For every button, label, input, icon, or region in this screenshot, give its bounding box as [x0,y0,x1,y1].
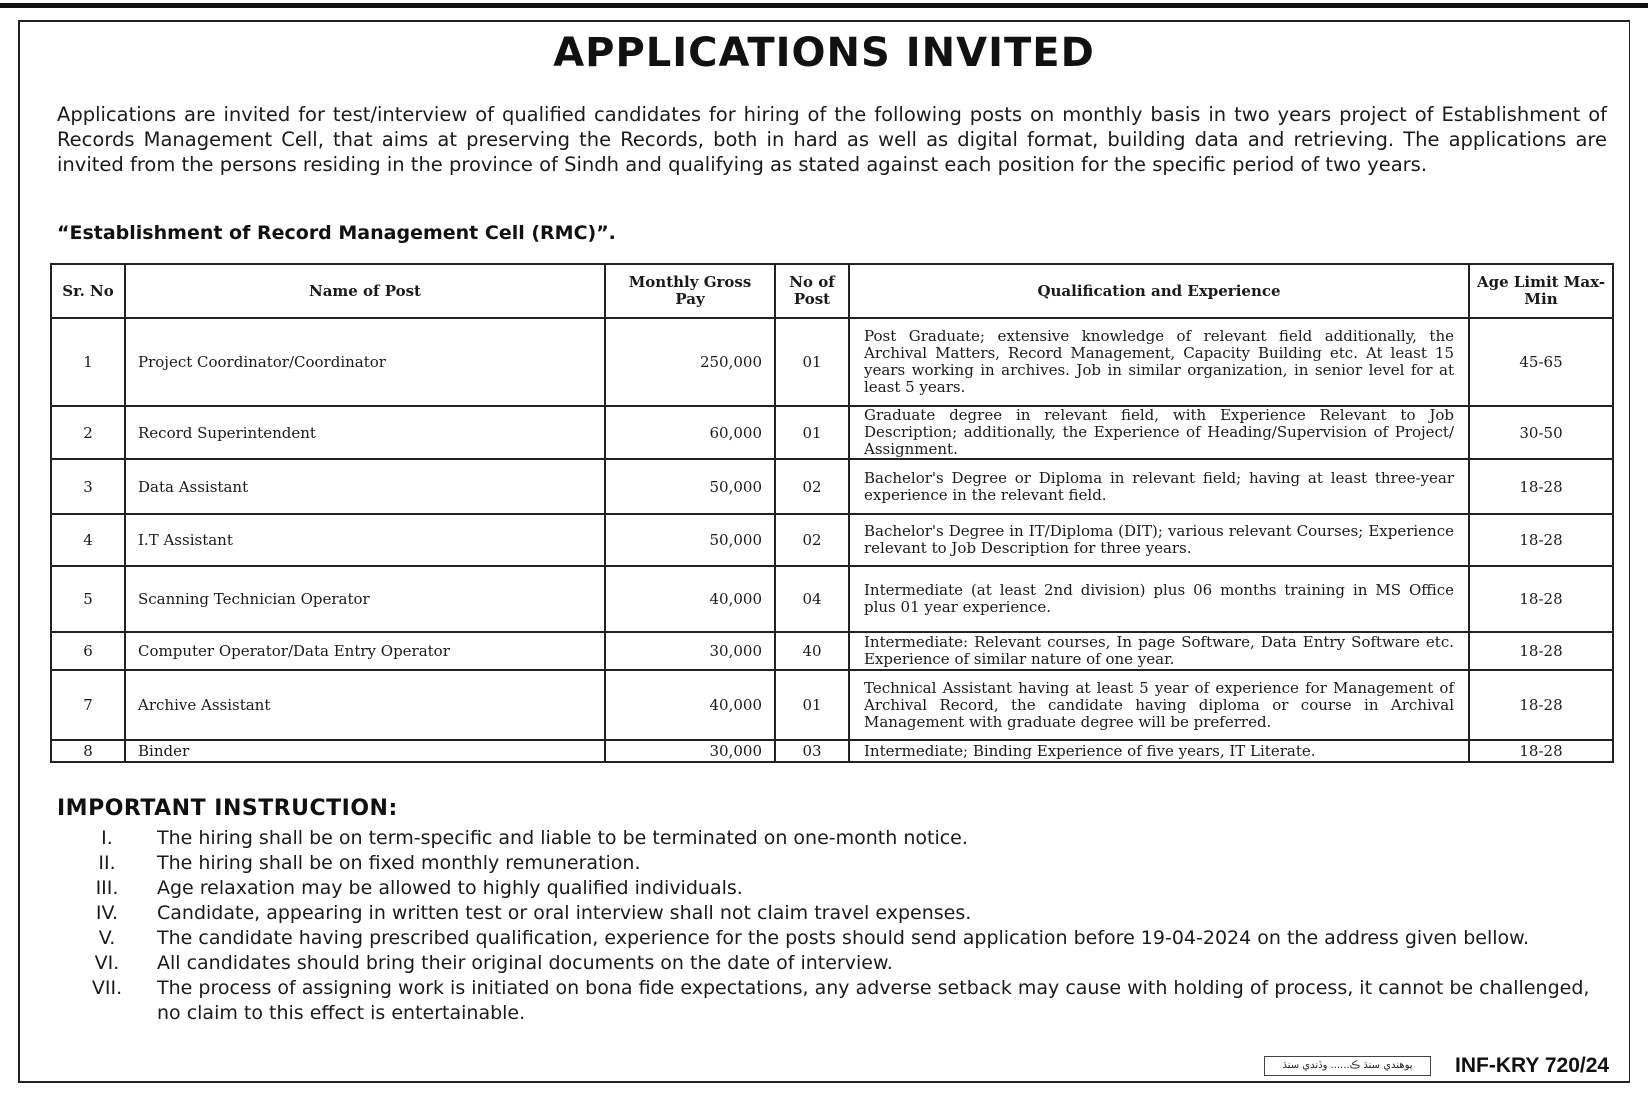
cell-qualification: Bachelor's Degree or Diploma in relevant field; having at least three-year experience in the relevant field. [849,459,1469,514]
table-row [51,318,1613,406]
col-header-qualification: Qualification and Experience [849,264,1469,318]
cell-pay: 30,000 [605,740,775,762]
cell-pay: 60,000 [605,406,775,459]
instruction-item [57,951,1612,976]
cell-qualification: Graduate degree in relevant field, with Experience Relevant to Job Description; additionally, the Experience of Heading/Supervision of Project/ Assignment. [849,406,1469,459]
instruction-number: IV. [95,902,119,924]
instruction-item [57,851,1612,876]
cell-post-name: Record Superintendent [125,406,605,459]
cell-post-count: 40 [775,632,849,670]
instruction-text: The hiring shall be on fixed monthly remuneration. [157,852,641,874]
cell-pay: 30,000 [605,632,775,670]
table-row [51,632,1613,670]
table-row [51,670,1613,740]
instruction-item [57,826,1612,851]
cell-sr: 2 [51,406,125,459]
cell-qualification: Post Graduate; extensive knowledge of relevant field additionally, the Archival Matters, Record Management, Capacity Building etc. At least 15 years working in archives. Job in similar organization, in senior level for at least 5 years. [849,318,1469,406]
instruction-number: V. [98,927,116,949]
cell-sr: 7 [51,670,125,740]
cell-pay: 40,000 [605,670,775,740]
cell-post-name: Binder [125,740,605,762]
cell-age-limit: 18-28 [1469,670,1613,740]
cell-post-count: 03 [775,740,849,762]
instruction-number: III. [95,877,119,899]
project-subtitle: “Establishment of Record Management Cell (RMC)”. [57,222,616,244]
cell-sr: 6 [51,632,125,670]
instruction-item [57,901,1612,926]
cell-age-limit: 18-28 [1469,514,1613,566]
cell-post-count: 04 [775,566,849,632]
cell-age-limit: 18-28 [1469,566,1613,632]
instructions-list [57,826,1612,1026]
cell-pay: 40,000 [605,566,775,632]
cell-qualification: Intermediate; Binding Experience of five years, IT Literate. [849,740,1469,762]
page-title: APPLICATIONS INVITED [553,30,1095,76]
posts-table [50,263,1614,763]
cell-pay: 50,000 [605,459,775,514]
instruction-text: Age relaxation may be allowed to highly qualified individuals. [157,877,743,899]
col-header-count: No of Post [775,264,849,318]
cell-post-count: 01 [775,318,849,406]
cell-post-name: I.T Assistant [125,514,605,566]
cell-sr: 5 [51,566,125,632]
advert-code: INF-KRY 720/24 [1455,1054,1610,1077]
instructions-title: IMPORTANT INSTRUCTION: [57,796,398,821]
instruction-number: VII. [91,977,123,999]
cell-post-count: 01 [775,670,849,740]
table-row [51,566,1613,632]
cell-sr: 3 [51,459,125,514]
instruction-text: The process of assigning work is initiated on bona fide expectations, any adverse setback may cause with holding of process, it cannot be challenged, no claim to this effect is entertainable. [157,977,1590,1024]
cell-pay: 250,000 [605,318,775,406]
table-row [51,459,1613,514]
cell-age-limit: 30-50 [1469,406,1613,459]
cell-age-limit: 18-28 [1469,459,1613,514]
cell-post-name: Computer Operator/Data Entry Operator [125,632,605,670]
instruction-text: Candidate, appearing in written test or oral interview shall not claim travel expenses. [157,902,972,924]
instruction-item [57,926,1612,951]
top-rule [0,3,1648,8]
cell-qualification: Bachelor's Degree in IT/Diploma (DIT); various relevant Courses; Experience relevant to Job Description for three years. [849,514,1469,566]
cell-post-name: Scanning Technician Operator [125,566,605,632]
instruction-number: I. [101,827,113,849]
table-row [51,740,1613,762]
cell-qualification: Intermediate (at least 2nd division) plus 06 months training in MS Office plus 01 year experience. [849,566,1469,632]
cell-sr: 4 [51,514,125,566]
cell-post-name: Archive Assistant [125,670,605,740]
instruction-item [57,976,1612,1026]
instruction-number: II. [98,852,116,874]
cell-age-limit: 18-28 [1469,632,1613,670]
table-row [51,514,1613,566]
cell-post-count: 01 [775,406,849,459]
cell-post-name: Data Assistant [125,459,605,514]
col-header-age: Age Limit Max-Min [1469,264,1613,318]
cell-post-name: Project Coordinator/Coordinator [125,318,605,406]
cell-qualification: Technical Assistant having at least 5 year of experience for Management of Archival Record, the candidate having diploma or course in Archival Management with graduate degree will be preferred. [849,670,1469,740]
col-header-name: Name of Post [125,264,605,318]
instruction-text: All candidates should bring their original documents on the date of interview. [157,952,893,974]
cell-post-count: 02 [775,459,849,514]
instruction-text: The candidate having prescribed qualification, experience for the posts should send application before 19-04-2024 on the address given bellow. [157,927,1529,949]
instruction-item [57,876,1612,901]
cell-post-count: 02 [775,514,849,566]
table-row [51,406,1613,459]
table-header-row [51,264,1613,318]
cell-sr: 8 [51,740,125,762]
cell-pay: 50,000 [605,514,775,566]
cell-qualification: Intermediate: Relevant courses, In page Software, Data Entry Software etc. Experience of similar nature of one year. [849,632,1469,670]
sindhi-stamp: پوهندي سنڌ ڪ...... وڏندي سنڌ [1264,1056,1431,1076]
cell-age-limit: 45-65 [1469,318,1613,406]
col-header-pay: Monthly Gross Pay [605,264,775,318]
instruction-text: The hiring shall be on term-specific and liable to be terminated on one-month notice. [157,827,968,849]
cell-sr: 1 [51,318,125,406]
col-header-sr: Sr. No [51,264,125,318]
cell-age-limit: 18-28 [1469,740,1613,762]
intro-paragraph: Applications are invited for test/interview of qualified candidates for hiring of the following posts on monthly basis in two years project of Establishment of Records Management Cell, that aims at preserving the Records, both in hard as well as digital format, building data and retrieving. The applications are invited from the persons residing in the province of Sindh and qualifying as stated against each position for the specific period of two years. [57,103,1607,176]
instruction-number: VI. [94,952,120,974]
